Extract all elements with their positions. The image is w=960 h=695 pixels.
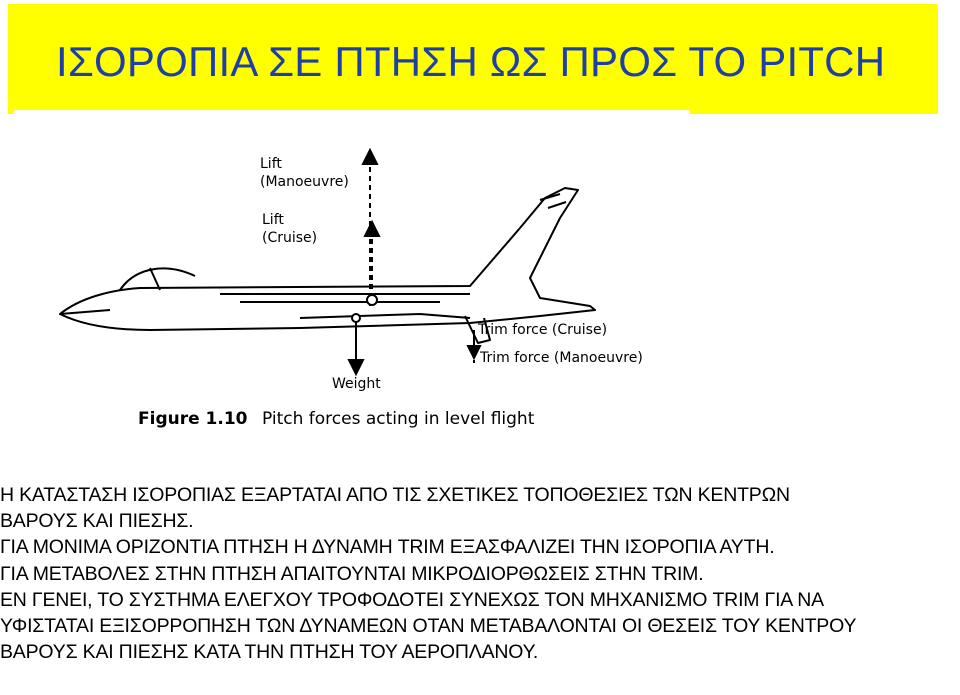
label-cruise: (Cruise) [262, 230, 318, 246]
slide-title: ΙΣΟΡΟΠΙΑ ΣΕ ΠΤΗΣΗ ΩΣ ΠΡΟΣ ΤΟ PITCH [56, 38, 886, 85]
label-manoeuvre: (Manoeuvre) [260, 174, 349, 190]
body-line: ΥΦΙΣΤΑΤΑΙ ΕΞΙΣΟΡΡΟΠΗΣΗ ΤΩΝ ΔΥΝΑΜΕΩΝ ΟΤΑΝ ΜΕΤΑΒΑΛΟΝΤΑΙ ΟΙ ΘΕΣΕΙΣ ΤΟΥ ΚΕΝΤΡΟΥ [0, 615, 857, 638]
label-weight: Weight [332, 376, 381, 392]
label-trim-manoeuvre: Trim force (Manoeuvre) [480, 350, 643, 366]
body-text [0, 482, 958, 665]
body-line: ΓΙΑ ΜΕΤΑΒΟΛΕΣ ΣΤΗΝ ΠΤΗΣΗ ΑΠΑΙΤΟΥΝΤΑΙ ΜΙΚΡΟΔΙΟΡΘΩΣΕΙΣ ΣΤΗΝ TRIM. [0, 562, 704, 585]
lift-force-arrows [352, 150, 379, 322]
title-divider [14, 110, 690, 114]
body-line: ΒΑΡΟΥΣ ΚΑΙ ΠΙΕΣΗΣ ΚΑΤΑ ΤΗΝ ΠΤΗΣΗ ΤΟΥ ΑΕΡΟΠΛΑΝΟΥ. [0, 641, 539, 664]
body-line: ΒΑΡΟΥΣ ΚΑΙ ΠΙΕΣΗΣ. [0, 510, 194, 533]
weight-arrow [349, 322, 363, 374]
body-line: ΕΝ ΓΕΝΕΙ, ΤΟ ΣΥΣΤΗΜΑ ΕΛΕΓΧΟΥ ΤΡΟΦΟΔΟΤΕΙ ΣΥΝΕΧΩΣ ΤΟΝ ΜΗΧΑΝΙΣΜΟ TRIM ΓΙΑ ΝΑ [0, 588, 824, 611]
figure-number: Figure 1.10 [138, 409, 248, 429]
label-trim-cruise: Trim force (Cruise) [478, 322, 608, 338]
label-lift-cruise: Lift [262, 212, 284, 228]
title-banner [8, 4, 938, 114]
figure-caption: Pitch forces acting in level flight [262, 409, 535, 429]
label-lift-manoeuvre: Lift [260, 156, 282, 172]
pitch-forces-figure [0, 118, 960, 448]
aircraft-drawing [60, 188, 595, 343]
body-line: Η ΚΑΤΑΣΤΑΣΗ ΙΣΟΡΟΠΙΑΣ ΕΞΑΡΤΑΤΑΙ ΑΠΟ ΤΙΣ ΣΧΕΤΙΚΕΣ ΤΟΠΟΘΕΣΙΕΣ ΤΩΝ ΚΕΝΤΡΩΝ [0, 484, 790, 506]
body-line: ΓΙΑ ΜΟΝΙΜΑ ΟΡΙΖΟΝΤΙΑ ΠΤΗΣΗ Η ΔΥΝΑΜΗ TRIM ΕΞΑΣΦΑΛΙΖΕΙ ΤΗΝ ΙΣΟΡΟΠΙΑ ΑΥΤΗ. [0, 536, 775, 559]
